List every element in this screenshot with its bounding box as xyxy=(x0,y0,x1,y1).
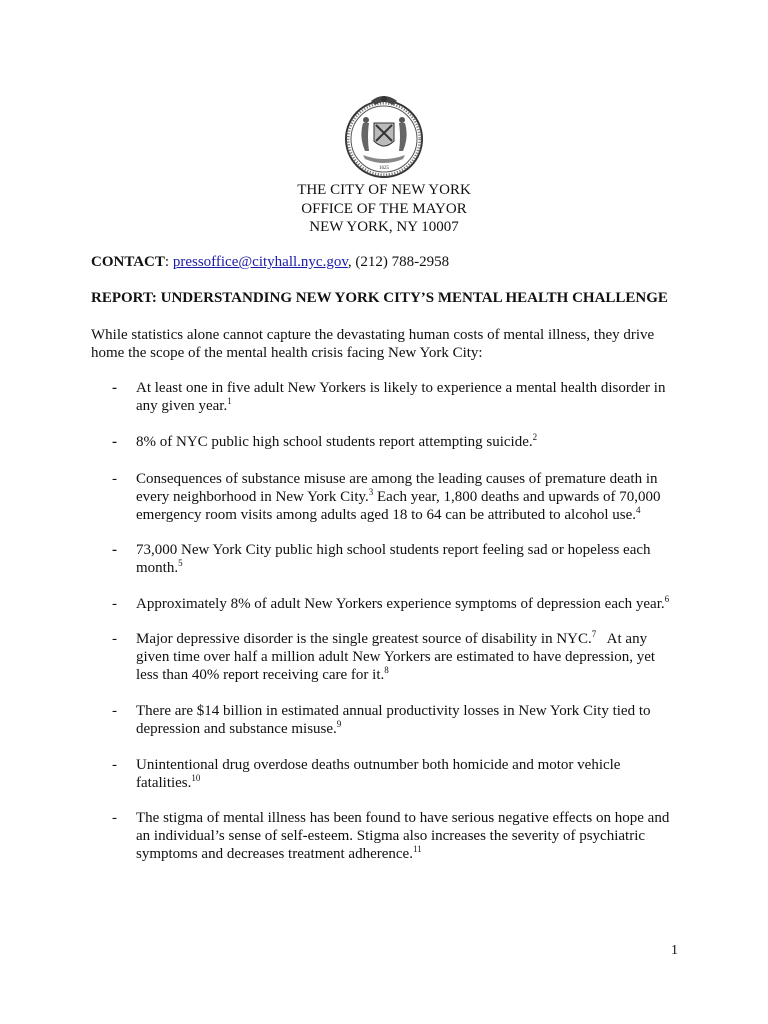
email-link[interactable]: pressoffice@cityhall.nyc.gov xyxy=(172,254,348,270)
bullet-dash: - xyxy=(112,380,117,396)
page-number: 1 xyxy=(671,943,678,958)
bullet-text xyxy=(136,702,676,738)
bullet-text-segment: There are $14 billion in estimated annual productivity losses in New York City tied to depression and substance misuse. xyxy=(136,703,655,737)
bullet-dash: - xyxy=(112,757,117,773)
footnote-reference: 4 xyxy=(636,505,641,515)
footnote-reference: 3 xyxy=(368,487,374,497)
footnote-reference: 2 xyxy=(532,432,538,442)
bullet-text-segment: 8% of NYC public high school students report attempting suicide. xyxy=(136,434,533,450)
bullet-text xyxy=(136,630,676,684)
bullet-dash: - xyxy=(112,631,117,647)
footnote-reference: 5 xyxy=(178,558,183,568)
contact-line xyxy=(91,253,449,271)
bullet-text xyxy=(136,470,676,524)
bullet-dash: - xyxy=(112,810,117,826)
letterhead xyxy=(0,181,768,237)
nyc-seal-icon xyxy=(341,93,427,179)
footnote-reference: 9 xyxy=(336,719,342,729)
bullet-text-segment: At any given time over half a million adult New Yorkers are estimated to have depression, yet less than 40% report receiving care for it. xyxy=(136,631,659,683)
header-address: NEW YORK, NY 10007 xyxy=(309,219,459,236)
bullet-text xyxy=(136,541,676,577)
intro-paragraph: While statistics alone cannot capture the devastating human costs of mental illness, they drive home the scope of the mental health crisis facing New York City: xyxy=(91,327,655,361)
bullet-dash: - xyxy=(112,703,117,719)
bullet-text xyxy=(136,756,676,792)
footnote-reference: 10 xyxy=(191,773,201,783)
bullet-text-segment: At least one in five adult New Yorkers is likely to experience a mental health disorder in any given year. xyxy=(136,380,670,414)
bullet-text-segment: The stigma of mental illness has been found to have serious negative effects on hope and an individual’s sense of self-esteem. Stigma also increases the severity of psychiatric symptoms and decreases treatment adherence. xyxy=(136,810,674,862)
contact-separator: : xyxy=(164,254,173,270)
bullet-text-segment: Consequences of substance misuse are among the leading causes of premature death in every neighborhood in New York City. xyxy=(136,471,662,505)
bullet-text-segment: Unintentional drug overdose deaths outnumber both homicide and motor vehicle fatalities. xyxy=(136,757,625,791)
footnote-reference: 11 xyxy=(412,844,422,854)
header-city: THE CITY OF NEW YORK xyxy=(297,182,471,198)
header-office: OFFICE OF THE MAYOR xyxy=(301,200,467,217)
footnote-reference: 8 xyxy=(384,665,389,675)
footnote-reference: 7 xyxy=(591,629,597,639)
bullet-text-segment: Each year, 1,800 deaths and upwards of 70,000 emergency room visits among adults aged 18 to 64 can be attributed to alcohol use. xyxy=(136,489,665,523)
bullet-text xyxy=(136,433,676,451)
bullet-dash: - xyxy=(112,471,117,487)
bullet-text-segment: 73,000 New York City public high school students report feeling sad or hopeless each month. xyxy=(136,542,655,576)
footnote-reference: 1 xyxy=(227,396,232,406)
bullet-text xyxy=(136,809,676,863)
bullet-dash: - xyxy=(112,434,117,450)
contact-phone: , (212) 788-2958 xyxy=(347,254,450,270)
bullet-text xyxy=(136,595,676,613)
bullet-text xyxy=(136,379,676,415)
bullet-text-segment: Major depressive disorder is the single greatest source of disability in NYC. xyxy=(136,631,592,647)
footnote-reference: 6 xyxy=(664,594,670,604)
svg-text:1625: 1625 xyxy=(379,166,389,171)
bullet-text-segment: Approximately 8% of adult New Yorkers experience symptoms of depression each year. xyxy=(136,596,665,612)
contact-label: CONTACT xyxy=(91,254,165,270)
bullet-dash: - xyxy=(112,542,117,558)
report-title: REPORT: UNDERSTANDING NEW YORK CITY’S MENTAL HEALTH CHALLENGE xyxy=(91,290,668,306)
bullet-dash: - xyxy=(112,596,117,612)
